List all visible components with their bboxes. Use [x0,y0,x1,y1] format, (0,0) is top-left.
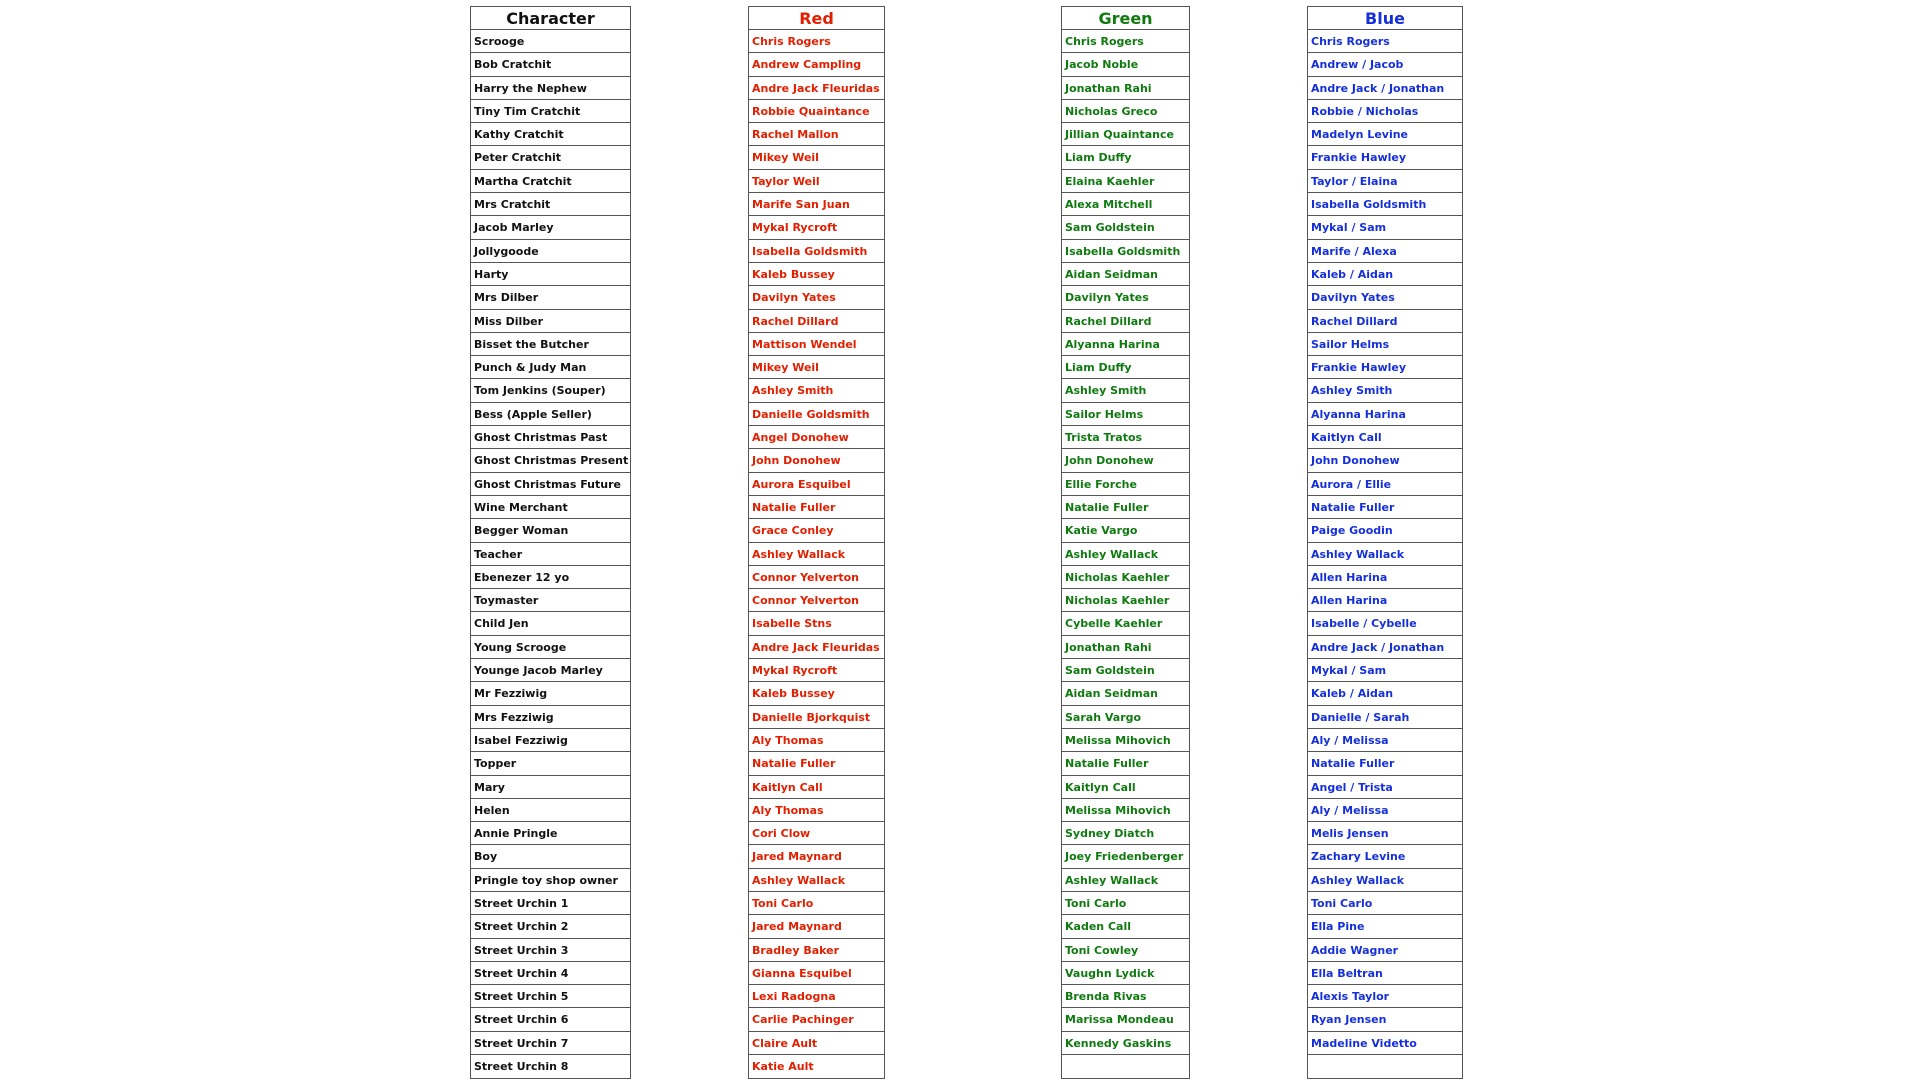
red-cell: Mykal Rycroft [749,659,884,682]
red-cell: Andre Jack Fleuridas [749,636,884,659]
blue-cell: Andre Jack / Jonathan [1308,636,1462,659]
character-cell: Street Urchin 1 [471,892,630,915]
blue-cell: Chris Rogers [1308,30,1462,53]
red-cell: Connor Yelverton [749,566,884,589]
character-cell: Street Urchin 8 [474,1060,569,1074]
green-cell: Nicholas Greco [1062,100,1189,123]
red-cell: Ashley Wallack [749,543,884,566]
character-cell: Street Urchin 5 [471,985,630,1008]
red-cell: Andre Jack Fleuridas [749,77,884,100]
blue-cell: Frankie Hawley [1308,146,1462,169]
blue-cell: Aurora / Ellie [1308,473,1462,496]
red-cell: Isabelle Stns [749,612,884,635]
blue-cell: Rachel Dillard [1308,310,1462,333]
character-cell: Martha Cratchit [471,170,630,193]
green-cell: John Donohew [1062,449,1189,472]
character-cell: Ghost Christmas Future [471,473,630,496]
red-cell: Carlie Pachinger [749,1008,884,1031]
character-cell: Ghost Christmas Present [471,449,630,472]
red-cell: Andrew Campling [749,53,884,76]
green-cell: Jacob Noble [1062,53,1189,76]
character-cell: Peter Cratchit [471,146,630,169]
character-cell: Teacher [471,543,630,566]
character-cell: Bisset the Butcher [471,333,630,356]
green-cell: Chris Rogers [1062,30,1189,53]
green-cell: Toni Cowley [1062,939,1189,962]
character-cell: Street Urchin 2 [471,915,630,938]
green-cell: Sam Goldstein [1062,659,1189,682]
character-cell: Street Urchin 3 [471,939,630,962]
character-cell: Jacob Marley [471,216,630,239]
green-cell: Kennedy Gaskins [1062,1032,1189,1055]
red-cell: Danielle Goldsmith [749,403,884,426]
green-cell: Natalie Fuller [1062,496,1189,519]
red-cell: Davilyn Yates [749,286,884,309]
green-cell: Elaina Kaehler [1062,170,1189,193]
character-cell: Annie Pringle [471,822,630,845]
green-cell: Ashley Wallack [1062,869,1189,892]
blue-cell: Kaleb / Aidan [1308,263,1462,286]
red-cell: Toni Carlo [749,892,884,915]
green-cell: Alexa Mitchell [1062,193,1189,216]
blue-cell: Ashley Smith [1308,379,1462,402]
red-cell: Bradley Baker [749,939,884,962]
green-column-header: Green [1062,7,1189,30]
red-cast-column [748,6,885,1079]
character-cell: Toymaster [471,589,630,612]
blue-cell: Paige Goodin [1308,519,1462,542]
red-cell: Gianna Esquibel [749,962,884,985]
red-cell: Kaitlyn Call [749,776,884,799]
red-cell: Katie Ault [752,1060,814,1074]
red-cell: Connor Yelverton [749,589,884,612]
green-cell: Liam Duffy [1062,146,1189,169]
blue-cell: Ashley Wallack [1308,869,1462,892]
character-cell: Bob Cratchit [471,53,630,76]
blue-cell: Alyanna Harina [1308,403,1462,426]
blue-cell: Melis Jensen [1308,822,1462,845]
blue-cell: Madeline Videtto [1308,1032,1462,1055]
character-cell: Younge Jacob Marley [471,659,630,682]
blue-cell: Taylor / Elaina [1308,170,1462,193]
blue-cell: Andrew / Jacob [1308,53,1462,76]
green-cell: Rachel Dillard [1062,310,1189,333]
red-cell: Cori Clow [749,822,884,845]
red-cell: Natalie Fuller [749,496,884,519]
red-cell: Mykal Rycroft [749,216,884,239]
red-cell: Danielle Bjorkquist [749,706,884,729]
blue-cell: Andre Jack / Jonathan [1308,77,1462,100]
green-cell: Toni Carlo [1062,892,1189,915]
blue-cell [1308,1055,1462,1078]
character-cell: Ghost Christmas Past [471,426,630,449]
green-cell: Ashley Wallack [1062,543,1189,566]
green-cell: Melissa Mihovich [1062,799,1189,822]
character-cell: Child Jen [471,612,630,635]
green-cell: Jillian Quaintance [1062,123,1189,146]
blue-cell: Ryan Jensen [1308,1008,1462,1031]
blue-cell: Marife / Alexa [1308,240,1462,263]
red-cell: Jared Maynard [749,915,884,938]
blue-cell: Kaleb / Aidan [1308,682,1462,705]
character-cell: Punch & Judy Man [471,356,630,379]
red-cell: Rachel Dillard [749,310,884,333]
blue-cell: Angel / Trista [1308,776,1462,799]
green-cell: Jonathan Rahi [1062,77,1189,100]
blue-cell: Ashley Wallack [1308,543,1462,566]
character-cell: Street Urchin 4 [471,962,630,985]
blue-cell: Kaitlyn Call [1308,426,1462,449]
red-cell: Jared Maynard [749,845,884,868]
character-cell: Street Urchin 7 [471,1032,630,1055]
green-cell: Kaitlyn Call [1062,776,1189,799]
character-cell: Ebenezer 12 yo [471,566,630,589]
red-cell: Aurora Esquibel [749,473,884,496]
character-cell: Isabel Fezziwig [471,729,630,752]
character-cell: Kathy Cratchit [471,123,630,146]
green-cell: Sam Goldstein [1062,216,1189,239]
red-cell: Chris Rogers [749,30,884,53]
green-cell: Davilyn Yates [1062,286,1189,309]
character-cell: Pringle toy shop owner [471,869,630,892]
green-cell: Marissa Mondeau [1062,1008,1189,1031]
red-cell: Claire Ault [749,1032,884,1055]
character-cell: Wine Merchant [471,496,630,519]
character-cell: Helen [471,799,630,822]
character-cell: Harty [471,263,630,286]
blue-column-header: Blue [1308,7,1462,30]
green-cell: Kaden Call [1062,915,1189,938]
character-cell: Mrs Fezziwig [471,706,630,729]
green-cell: Ellie Forche [1062,473,1189,496]
blue-cell: Davilyn Yates [1308,286,1462,309]
green-cell: Melissa Mihovich [1062,729,1189,752]
blue-cell: Ella Pine [1308,915,1462,938]
green-cast-column [1061,6,1190,1079]
red-column-header: Red [749,7,884,30]
character-cell: Jollygoode [471,240,630,263]
red-cell: Robbie Quaintance [749,100,884,123]
blue-cell: Aly / Melissa [1308,799,1462,822]
green-cell: Aidan Seidman [1062,263,1189,286]
red-cell: Ashley Smith [749,379,884,402]
character-cell: Street Urchin 6 [471,1008,630,1031]
blue-cell: Mykal / Sam [1308,659,1462,682]
blue-cell: Isabella Goldsmith [1308,193,1462,216]
green-cell: Natalie Fuller [1062,752,1189,775]
character-cell: Mrs Dilber [471,286,630,309]
green-cell: Isabella Goldsmith [1062,240,1189,263]
blue-cell: Ella Beltran [1308,962,1462,985]
red-cell: Aly Thomas [749,799,884,822]
blue-cell: Robbie / Nicholas [1308,100,1462,123]
red-cell: Marife San Juan [749,193,884,216]
character-cell: Scrooge [471,30,630,53]
blue-cell: Frankie Hawley [1308,356,1462,379]
blue-cell: Sailor Helms [1308,333,1462,356]
red-cell: Grace Conley [749,519,884,542]
character-cell: Mary [471,776,630,799]
blue-cell: Danielle / Sarah [1308,706,1462,729]
blue-cell: Zachary Levine [1308,845,1462,868]
red-cell: Natalie Fuller [749,752,884,775]
red-cell: Isabella Goldsmith [749,240,884,263]
blue-cell: Isabelle / Cybelle [1308,612,1462,635]
green-cell [1062,1055,1189,1078]
red-cell: Rachel Mallon [749,123,884,146]
green-cell: Jonathan Rahi [1062,636,1189,659]
red-cell: Ashley Wallack [749,869,884,892]
character-cell: Boy [471,845,630,868]
blue-cell: Allen Harina [1308,566,1462,589]
blue-cell: Aly / Melissa [1308,729,1462,752]
green-cell: Sarah Vargo [1062,706,1189,729]
character-cell: Young Scrooge [471,636,630,659]
character-cell: Topper [471,752,630,775]
red-cell: Mikey Weil [749,356,884,379]
blue-cell: Alexis Taylor [1308,985,1462,1008]
character-cell: Bess (Apple Seller) [471,403,630,426]
character-cell: Begger Woman [471,519,630,542]
character-cell: Tiny Tim Cratchit [471,100,630,123]
green-cell: Joey Friedenberger [1062,845,1189,868]
green-cell: Nicholas Kaehler [1062,589,1189,612]
red-cell: Kaleb Bussey [749,682,884,705]
blue-cell: John Donohew [1308,449,1462,472]
green-cell: Nicholas Kaehler [1062,566,1189,589]
green-cell: Ashley Smith [1062,379,1189,402]
red-cell: Angel Donohew [749,426,884,449]
green-cell: Vaughn Lydick [1062,962,1189,985]
green-cell: Aidan Seidman [1062,682,1189,705]
blue-cell: Madelyn Levine [1308,123,1462,146]
red-cell: Mikey Weil [749,146,884,169]
blue-cell: Allen Harina [1308,589,1462,612]
blue-cast-column [1307,6,1463,1079]
green-cell: Alyanna Harina [1062,333,1189,356]
character-cell: Mrs Cratchit [471,193,630,216]
red-cell: Kaleb Bussey [749,263,884,286]
green-cell: Cybelle Kaehler [1062,612,1189,635]
red-cell: John Donohew [749,449,884,472]
character-cell: Mr Fezziwig [471,682,630,705]
green-cell: Sydney Diatch [1062,822,1189,845]
red-cell: Aly Thomas [749,729,884,752]
red-cell: Mattison Wendel [749,333,884,356]
green-cell: Liam Duffy [1062,356,1189,379]
character-column-header: Character [471,7,630,30]
green-cell: Katie Vargo [1062,519,1189,542]
blue-cell: Addie Wagner [1308,939,1462,962]
green-cell: Brenda Rivas [1062,985,1189,1008]
character-column [470,6,631,1079]
green-cell: Trista Tratos [1062,426,1189,449]
character-cell: Harry the Nephew [471,77,630,100]
character-cell: Miss Dilber [471,310,630,333]
blue-cell: Natalie Fuller [1308,496,1462,519]
character-cell: Tom Jenkins (Souper) [471,379,630,402]
blue-cell: Mykal / Sam [1308,216,1462,239]
green-cell: Sailor Helms [1062,403,1189,426]
red-cell: Lexi Radogna [749,985,884,1008]
blue-cell: Toni Carlo [1308,892,1462,915]
red-cell: Taylor Weil [749,170,884,193]
blue-cell: Natalie Fuller [1308,752,1462,775]
